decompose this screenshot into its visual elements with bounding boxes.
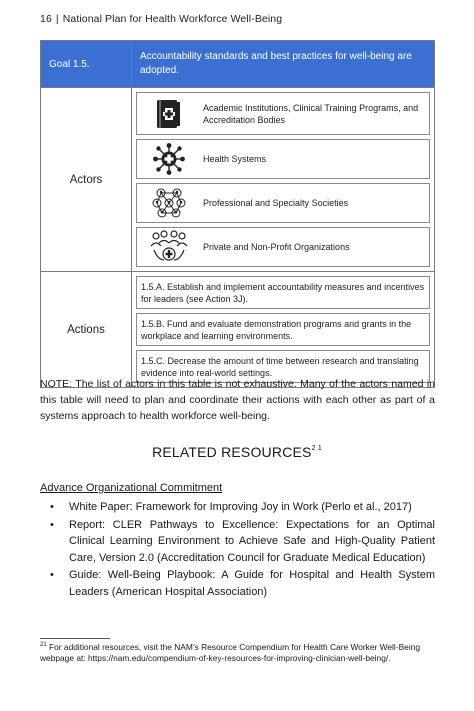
actor-item [136,92,430,135]
document-title: National Plan for Health Workforce Well-Being [62,13,283,25]
actions-list [132,272,435,388]
actor-text: Private and Non-Profit Organizations [203,242,350,252]
donation-group-icon [137,230,201,264]
actors-row [41,88,435,272]
actor-item [136,227,430,267]
actions-inner-table [132,272,434,387]
actors-list [132,88,435,272]
related-resources-title: RELATED RESOURCES [152,444,312,460]
bullet: • [50,518,54,531]
action-item: 1.5.A. Establish and implement accountability measures and incentives for leaders (see Action 3J). [136,276,430,309]
footnote-divider [40,638,110,639]
actor-item [136,139,430,179]
bullet: • [50,501,54,513]
resource-text: Report: CLER Pathways to Excellence: Expectations for an Optimal Clinical Learning Environment to Achieve Safe and High-Quality Patient Care, Version 2.0 (Accreditation Council for Graduate Medical Education) [69,518,435,564]
medical-book-icon [137,98,201,130]
action-item: 1.5.C. Decrease the amount of time between research and translating evidence into real-world settings. [136,350,430,383]
actors-inner-table [132,88,434,271]
action-item: 1.5.B. Fund and evaluate demonstration programs and grants in the workplace and learning environments. [136,313,430,346]
page-header [40,13,282,25]
actors-label: Actors [41,88,132,272]
page-number: 16 [40,13,52,25]
footnote [40,640,435,665]
goal-header-row [41,41,435,88]
actor-text: Health Systems [203,154,267,164]
resources-list [40,499,435,601]
bullet: • [50,569,54,581]
actor-text: Professional and Specialty Societies [203,198,349,208]
health-network-icon [137,142,201,176]
goal-text: Accountability standards and best practices for well-being are adopted. [132,41,435,88]
table-note: NOTE: The list of actors in this table is not exhaustive. Many of the actors named in this table will need to plan and coordinate their actions with each other as part of a systems approach to health workforce well-being. [40,378,435,422]
list-item [40,517,435,567]
resource-text: Guide: Well-Being Playbook: A Guide for Hospital and Health System Leaders (American Hospital Association) [69,569,435,598]
resources-subheading: Advance Organizational Commitment [40,482,223,494]
actor-text: Academic Institutions, Clinical Training Programs, and Accreditation Bodies [203,102,419,125]
resource-text: White Paper: Framework for Improving Joy in Work (Perlo et al., 2017) [69,501,412,513]
goal-table [40,40,435,388]
related-resources-heading [0,444,474,460]
footnote-marker: 21 [40,642,47,648]
header-separator: | [55,13,59,25]
actions-row [41,272,435,388]
footnote-reference: 2 1 [311,445,322,452]
actor-item [136,183,430,223]
list-item [40,499,435,516]
people-network-icon [137,186,201,220]
list-item [40,567,435,600]
actions-label: Actions [41,272,132,388]
footnote-text: For additional resources, visit the NAM’s Resource Compendium for Health Care Worker Well-Being webpage at: https://nam.edu/compendium-of-key-resources-for-improving-clinician-well-being/. [40,641,420,664]
goal-label: Goal 1.5. [41,41,132,88]
